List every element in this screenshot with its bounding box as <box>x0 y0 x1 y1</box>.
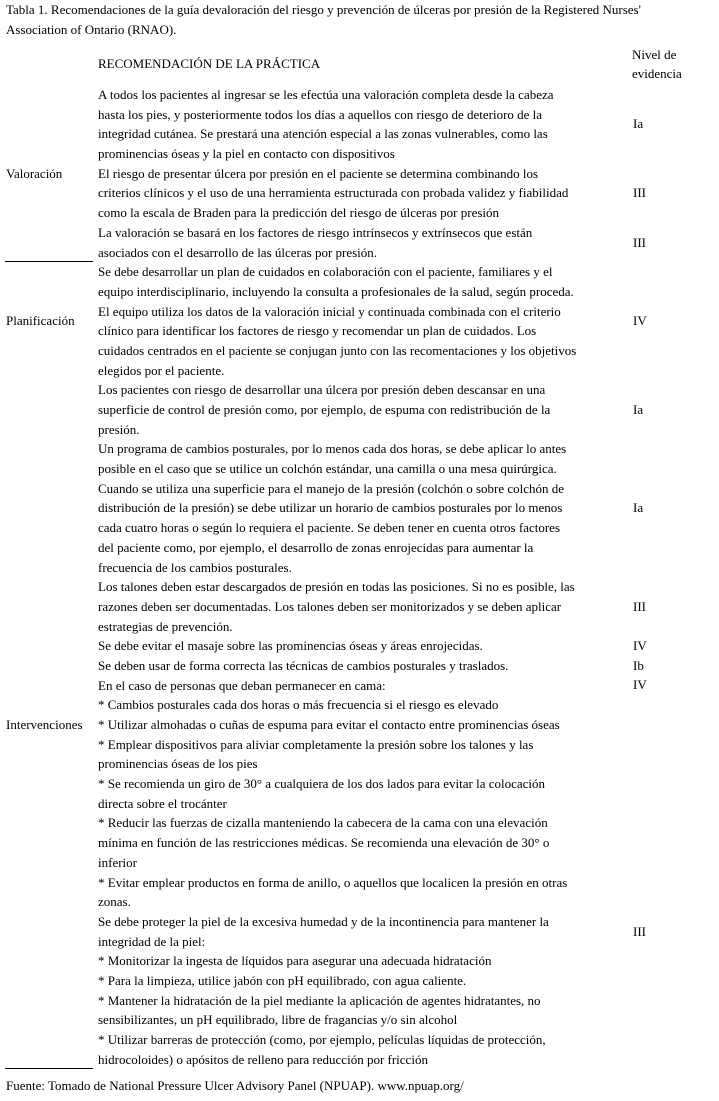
text-line: asociados con el desarrollo de las úlceras por presión. <box>98 244 378 260</box>
text-line: criterios clínicos y el uso de una herramienta estructurada con probada validez y fiabilidad <box>98 185 569 201</box>
evidence-level: IV <box>633 677 647 693</box>
table-row <box>93 735 693 774</box>
header-line: evidencia <box>632 66 682 81</box>
recommendation-text <box>93 577 632 636</box>
evidence-level: III <box>633 185 646 201</box>
table-row <box>93 439 693 577</box>
recommendation-text <box>93 735 632 774</box>
table-row <box>93 991 693 1030</box>
table-row <box>93 813 693 872</box>
text-line: cuidados centrados en el paciente se conjugan junto con las recomentaciones y los objetivos <box>98 342 577 358</box>
evidence-level: Ia <box>633 401 644 417</box>
recommendation-text <box>93 164 632 223</box>
text-line: del paciente como, por ejemplo, el desarrollo de zonas enrojecidas para aumentar la <box>98 539 534 555</box>
evidence-level: III <box>633 598 646 614</box>
text-line: En el caso de personas que deban permanecer en cama: <box>98 677 386 693</box>
text-line: hidrocoloides) o apósitos de relleno para reducción por fricción <box>98 1051 428 1067</box>
evidence-level: Ib <box>633 657 644 673</box>
recommendation-text <box>93 676 632 696</box>
table-group-valoracion <box>0 85 719 262</box>
table-row <box>93 971 693 991</box>
text-line: superficie de control de presión como, por ejemplo, de espuma con redistribución de la <box>98 402 551 417</box>
text-line: prominencias óseas y la piel en contacto con dispositivos <box>98 146 395 162</box>
recommendation-text <box>93 1030 632 1069</box>
evidence-level: III <box>633 923 646 939</box>
text-line: A todos los pacientes al ingresar se les efectúa una valoración completa desde la cabeza <box>98 87 554 102</box>
evidence-level: IV <box>633 638 647 654</box>
recommendation-text <box>93 912 632 951</box>
recommendation-text <box>93 991 632 1030</box>
text-line: * Mantener la hidratación de la piel mediante la aplicación de agentes hidratantes, no <box>98 992 541 1008</box>
evidence-level <box>632 951 693 971</box>
text-line: Un programa de cambios posturales, por lo menos cada dos horas, se debe aplicar lo antes <box>98 441 567 457</box>
text-line: frecuencia de los cambios posturales. <box>98 559 292 575</box>
text-line: clínico para identificar los factores de riesgo y recomendar un plan de cuidados. Los <box>98 323 537 339</box>
recommendation-text <box>93 951 632 971</box>
caption-line: Association of Ontario (RNAO). <box>6 22 177 37</box>
text-line: elegidos por el paciente. <box>98 362 225 378</box>
text-line: * Utilizar barreras de protección (como, por ejemplo, películas líquidas de protección, <box>98 1032 546 1047</box>
text-line: prominencias óseas de los pies <box>98 756 258 772</box>
table-source-footnote: Fuente: Tomado de National Pressure Ulcer Advisory Panel (NPUAP). www.npuap.org/ <box>6 1078 464 1093</box>
recommendation-text <box>93 695 632 715</box>
header-line: Nivel de <box>632 47 677 62</box>
group-items <box>93 85 693 262</box>
text-line: presión. <box>98 421 140 437</box>
table-group-intervenciones <box>0 380 719 1069</box>
table-row <box>93 656 693 676</box>
table-row <box>93 577 693 636</box>
recommendation-text <box>93 262 632 380</box>
text-line: zonas. <box>98 894 131 910</box>
evidence-level <box>632 813 693 872</box>
text-line: estrategias de prevención. <box>98 618 233 634</box>
text-line: * Cambios posturales cada dos horas o más frecuencia si el riesgo es elevado <box>98 697 499 713</box>
table-row <box>93 912 693 951</box>
table-group-planificacion <box>0 262 719 380</box>
text-line: mínima en función de las restricciones médicas. Se recomienda una elevación de 30° o <box>98 835 550 851</box>
evidence-level: IV <box>633 313 647 329</box>
table-row <box>93 262 693 380</box>
table-row <box>93 715 693 735</box>
evidence-level <box>632 873 693 912</box>
recommendation-text <box>93 85 632 164</box>
text-line: * Evitar emplear productos en forma de anillo, o aquellos que localicen la presión en otras <box>98 874 568 890</box>
text-line: como la escala de Braden para la predicción del riesgo de úlceras por presión <box>98 205 500 221</box>
group-items <box>93 380 693 1069</box>
table-row <box>93 223 693 262</box>
table-row <box>93 951 693 971</box>
text-line: integridad cutánea. Se prestará una atención especial a las zonas vulnerables, como las <box>98 126 548 142</box>
table-caption <box>6 0 641 40</box>
table-row <box>93 636 693 656</box>
recommendation-text <box>93 873 632 912</box>
table-row <box>93 85 693 164</box>
text-line: distribución de la presión) se debe utilizar un horario de cambios posturales por lo menos <box>98 500 563 516</box>
table-body <box>0 85 719 1069</box>
table-row <box>93 380 693 439</box>
text-line: hasta los pies, y posteriormente todos los días a aquellos con riesgo de deterioro de la <box>98 106 543 122</box>
text-line: Se debe proteger la piel de la excesiva humedad y de la incontinencia para mantener la <box>98 913 549 929</box>
evidence-level <box>632 715 693 735</box>
recommendation-text <box>93 636 632 656</box>
text-line: La valoración se basará en los factores de riesgo intrínsecos y extrínsecos que están <box>98 224 533 240</box>
text-line: directa sobre el trocánter <box>98 795 227 811</box>
evidence-level: Ia <box>633 500 644 516</box>
text-line: razones deben ser documentadas. Los talones deben ser monitorizados y se deben aplicar <box>98 598 562 614</box>
recommendation-text <box>93 223 632 262</box>
table-row <box>93 676 693 696</box>
evidence-level <box>632 991 693 1030</box>
text-line: Se deben usar de forma correcta las técnicas de cambios posturales y traslados. <box>98 657 509 673</box>
group-divider <box>5 1068 93 1069</box>
recommendation-text <box>93 380 632 439</box>
evidence-level <box>632 1030 693 1069</box>
text-line: * Emplear dispositivos para aliviar completamente la presión sobre los talones y las <box>98 736 534 752</box>
recommendation-text <box>93 971 632 991</box>
text-line: inferior <box>98 854 137 870</box>
text-line: El riesgo de presentar úlcera por presión en el paciente se determina combinando los <box>98 165 539 181</box>
text-line: * Reducir las fuerzas de cizalla manteniendo la cabecera de la cama con una elevación <box>98 815 548 831</box>
evidence-level <box>632 695 693 715</box>
text-line: * Utilizar almohadas o cuñas de espuma para evitar el contacto entre prominencias óseas <box>98 717 560 732</box>
recommendation-text <box>93 439 632 577</box>
evidence-level <box>632 735 693 774</box>
column-header-evidence-level <box>632 45 682 83</box>
evidence-level <box>632 774 693 813</box>
text-line: Los pacientes con riesgo de desarrollar una úlcera por presión deben descansar en una <box>98 382 546 398</box>
group-label: Planificación <box>6 313 75 329</box>
text-line: * Para la limpieza, utilice jabón con pH equilibrado, con agua caliente. <box>98 972 467 988</box>
text-line: integridad de la piel: <box>98 933 206 949</box>
text-line: Los talones deben estar descargados de presión en todas las posiciones. Si no es posible, las <box>98 579 575 595</box>
evidence-level: Ia <box>633 116 644 132</box>
text-line: Cuando se utiliza una superficie para el manejo de la presión (colchón o sobre colchón de <box>98 480 565 496</box>
group-label: Intervenciones <box>6 716 83 732</box>
group-items <box>93 262 693 380</box>
text-line: cada cuatro horas o según lo requiera el paciente. Se deben tener en cuenta otros factores <box>98 520 561 536</box>
table-row <box>93 1030 693 1069</box>
recommendation-text <box>93 715 632 735</box>
text-line: * Monitorizar la ingesta de líquidos para asegurar una adecuada hidratación <box>98 953 492 969</box>
recommendation-text <box>93 813 632 872</box>
evidence-level: III <box>633 234 646 250</box>
text-line: El equipo utiliza los datos de la valoración inicial y continuada combinada con el criterio <box>98 303 561 319</box>
evidence-level <box>632 971 693 991</box>
text-line: * Se recomienda un giro de 30° a cualquiera de los dos lados para evitar la colocación <box>98 776 546 792</box>
recommendation-text <box>93 774 632 813</box>
caption-line: Tabla 1. Recomendaciones de la guía devaloración del riesgo y prevención de úlceras por presión de la Registered Nurses' <box>6 2 641 17</box>
text-line: Se debe evitar el masaje sobre las prominencias óseas y áreas enrojecidas. <box>98 638 483 654</box>
table-row <box>93 774 693 813</box>
recommendation-text <box>93 656 632 676</box>
text-line: sensibilizantes, un pH equilibrado, libre de fragancias y/o sin alcohol <box>98 1012 458 1028</box>
text-line: Se debe desarrollar un plan de cuidados en colaboración con el paciente, familiares y el <box>98 264 553 280</box>
table-row <box>93 695 693 715</box>
table-row <box>93 164 693 223</box>
table-row <box>93 873 693 912</box>
column-header-recommendation: RECOMENDACIÓN DE LA PRÁCTICA <box>98 56 321 71</box>
text-line: posible en el caso que se utilice un colchón estándar, una camilla o una mesa quirúrgica. <box>98 461 557 477</box>
text-line: equipo interdisciplinario, incluyendo la consulta a profesionales de la salud, según proceda. <box>98 283 574 299</box>
group-label: Valoración <box>6 165 63 181</box>
